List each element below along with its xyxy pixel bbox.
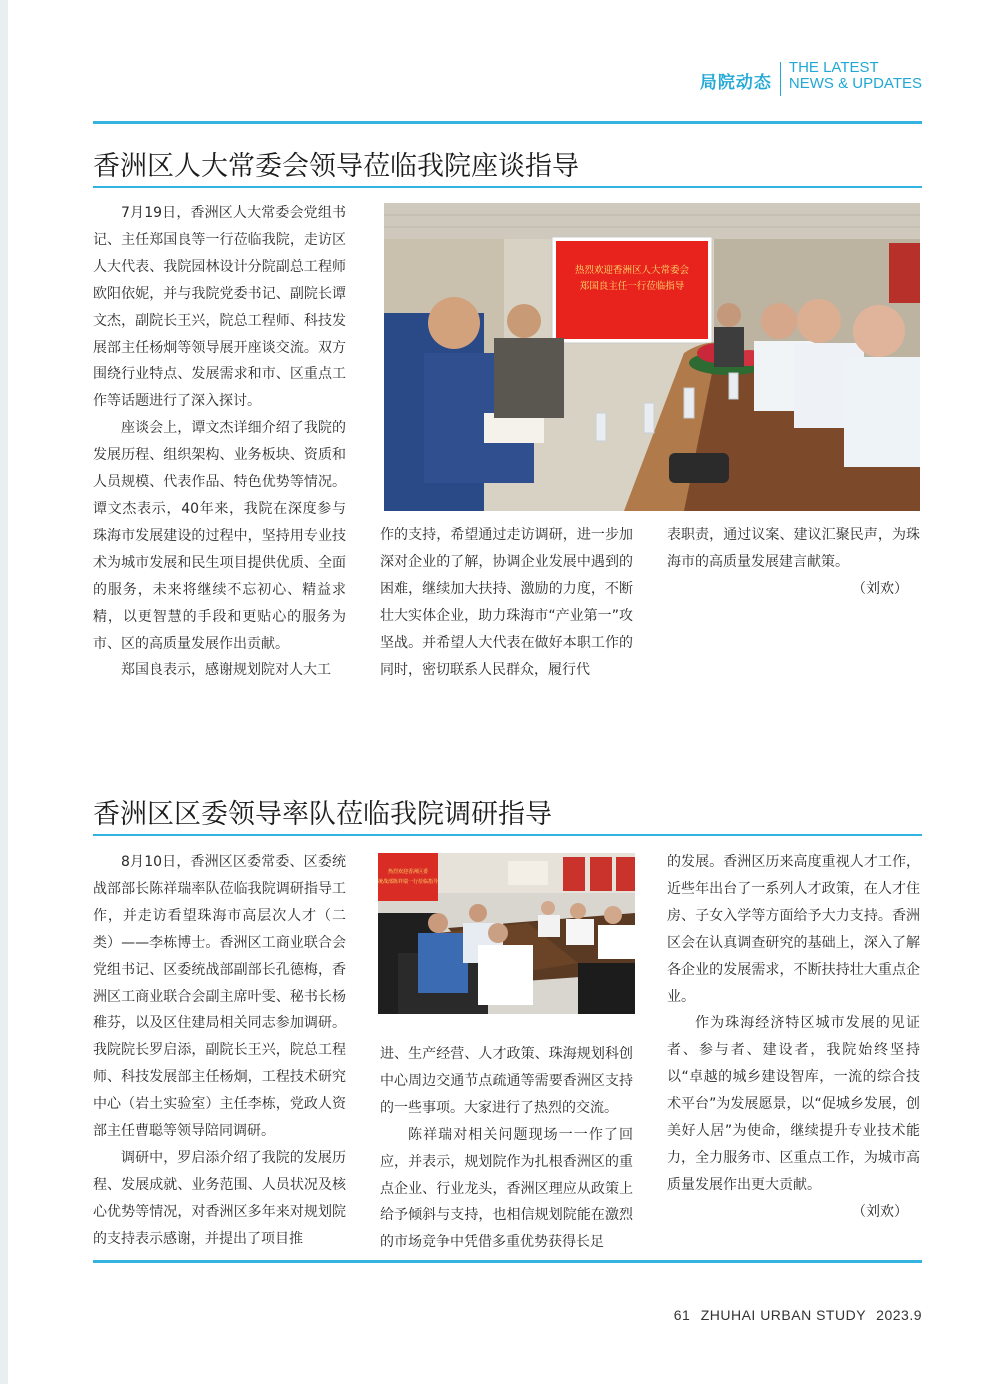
article1-column3	[667, 522, 920, 603]
article2-paragraph: 作为珠海经济特区城市发展的见证者、参与者、建设者，我院始终坚持以“卓越的城乡建设智库，一流的综合技术平台”为发展愿景，以“促城乡发展，创美好人居”为使命，继续提升专业技术能力，全力服务市、区重点工作，为城市高质量发展作出更大贡献。	[667, 1015, 920, 1193]
article2-column3	[667, 849, 920, 1226]
article1-meeting-photo	[384, 203, 920, 511]
article2-banner-line2: 统战部陈祥瑞一行莅临指导	[378, 879, 439, 885]
page-footer	[674, 1307, 922, 1323]
article2-title: 香洲区区委领导率队莅临我院调研指导	[93, 799, 552, 830]
page-number: 61	[673, 1307, 691, 1323]
article1-title-rule	[93, 186, 922, 188]
magazine-name: ZHUHAI URBAN STUDY	[700, 1307, 866, 1323]
section-title-en-line1: THE LATEST	[788, 59, 879, 76]
article2-column2	[380, 1041, 633, 1256]
article1-paragraph: 7月19日，香洲区人大常委会党组书记、主任郑国良等一行莅临我院，走访区人大代表、我院园林设计分院副总工程师欧阳依妮，并与我院党委书记、副院长谭文杰，副院长王兴，院总工程师、科技发展部主任杨炯等领导展开座谈交流。双方围绕行业特点、发展需求和市、区重点工作等话题进行了深入探讨。	[93, 205, 346, 410]
article1-signature: （刘欢）	[852, 580, 908, 597]
section-title-en-line2: NEWS & UPDATES	[788, 75, 922, 92]
article1-paragraph: 表职责，通过议案、建议汇聚民声，为珠海市的高质量发展建言献策。	[667, 527, 920, 570]
article1-paragraph: 郑国良表示，感谢规划院对人大工	[121, 662, 331, 679]
article2-column1	[93, 849, 346, 1253]
section-title-en	[789, 60, 922, 92]
article2-signature: （刘欢）	[852, 1203, 908, 1220]
article2-paragraph: 陈祥瑞对相关问题现场一一作了回应，并表示，规划院作为扎根香洲区的重点企业、行业龙头，香洲区理应从政策上给予倾斜与支持，也相信规划院能在激烈的市场竞争中凭借多重优势获得长足	[380, 1126, 633, 1251]
header-rule	[93, 121, 922, 124]
section-header	[700, 60, 922, 96]
article1-title: 香洲区人大常委会领导莅临我院座谈指导	[93, 151, 579, 182]
article2-paragraph: 的发展。香洲区历来高度重视人才工作，近些年出台了一系列人才政策，在人才住房、子女入学等方面给予大力支持。香洲区会在认真调查研究的基础上，深入了解各企业的发展需求，不断扶持壮大重点企业。	[667, 854, 920, 1005]
article2-meeting-photo	[378, 853, 635, 1014]
article2-title-rule	[93, 834, 922, 836]
article2-paragraph: 8月10日，香洲区区委常委、区委统战部部长陈祥瑞率队莅临我院调研指导工作，并走访看望珠海市高层次人才（二类）——李栋博士。香洲区工商业联合会党组书记、区委统战部副部长孔德梅，香洲区工商业联合会副主席叶雯、秘书长杨稚芬，以及区住建局相关同志参加调研。我院院长罗启添，副院长王兴，院总工程师、科技发展部主任杨炯，工程技术研究中心（岩土实验室）主任李栋，党政人资部主任曹聪等领导陪同调研。	[93, 854, 346, 1140]
header-divider	[780, 62, 781, 96]
article1-paragraph: 作的支持，希望通过走访调研，进一步加深对企业的了解，协调企业发展中遇到的困难，继续加大扶持、激励的力度，不断壮大实体企业，助力珠海市“产业第一”攻坚战。并希望人大代表在做好本职工作的同时，密切联系人民群众，履行代	[380, 527, 633, 678]
bottom-rule	[93, 1260, 922, 1263]
article1-column1	[93, 200, 346, 684]
article1-column2	[380, 522, 633, 683]
page-edge-strip	[0, 0, 8, 1384]
article1-paragraph: 座谈会上，谭文杰详细介绍了我院的发展历程、组织架构、业务板块、资质和人员规模、代表作品、特色优势等情况。谭文杰表示，40年来，我院在深度参与珠海市发展建设的过程中，坚持用专业技术为城市发展和民生项目提供优质、全面的服务，未来将继续不忘初心、精益求精，以更智慧的手段和更贴心的服务为市、区的高质量发展作出贡献。	[93, 420, 346, 652]
article1-banner-line1: 热烈欢迎香洲区人大常委会	[574, 265, 690, 276]
article1-banner-line2: 郑国良主任一行莅临指导	[579, 281, 685, 292]
issue-date: 2023.9	[876, 1307, 922, 1323]
article2-paragraph: 进、生产经营、人才政策、珠海规划科创中心周边交通节点疏通等需要香洲区支持的一些事项。大家进行了热烈的交流。	[380, 1046, 633, 1116]
article2-paragraph: 调研中，罗启添介绍了我院的发展历程、发展成就、业务范围、人员状况及核心优势等情况，对香洲区多年来对规划院的支持表示感谢，并提出了项目推	[93, 1149, 346, 1247]
section-title-cn: 局院动态	[699, 73, 772, 93]
article2-banner-line1: 热烈欢迎香洲区委	[387, 869, 429, 875]
